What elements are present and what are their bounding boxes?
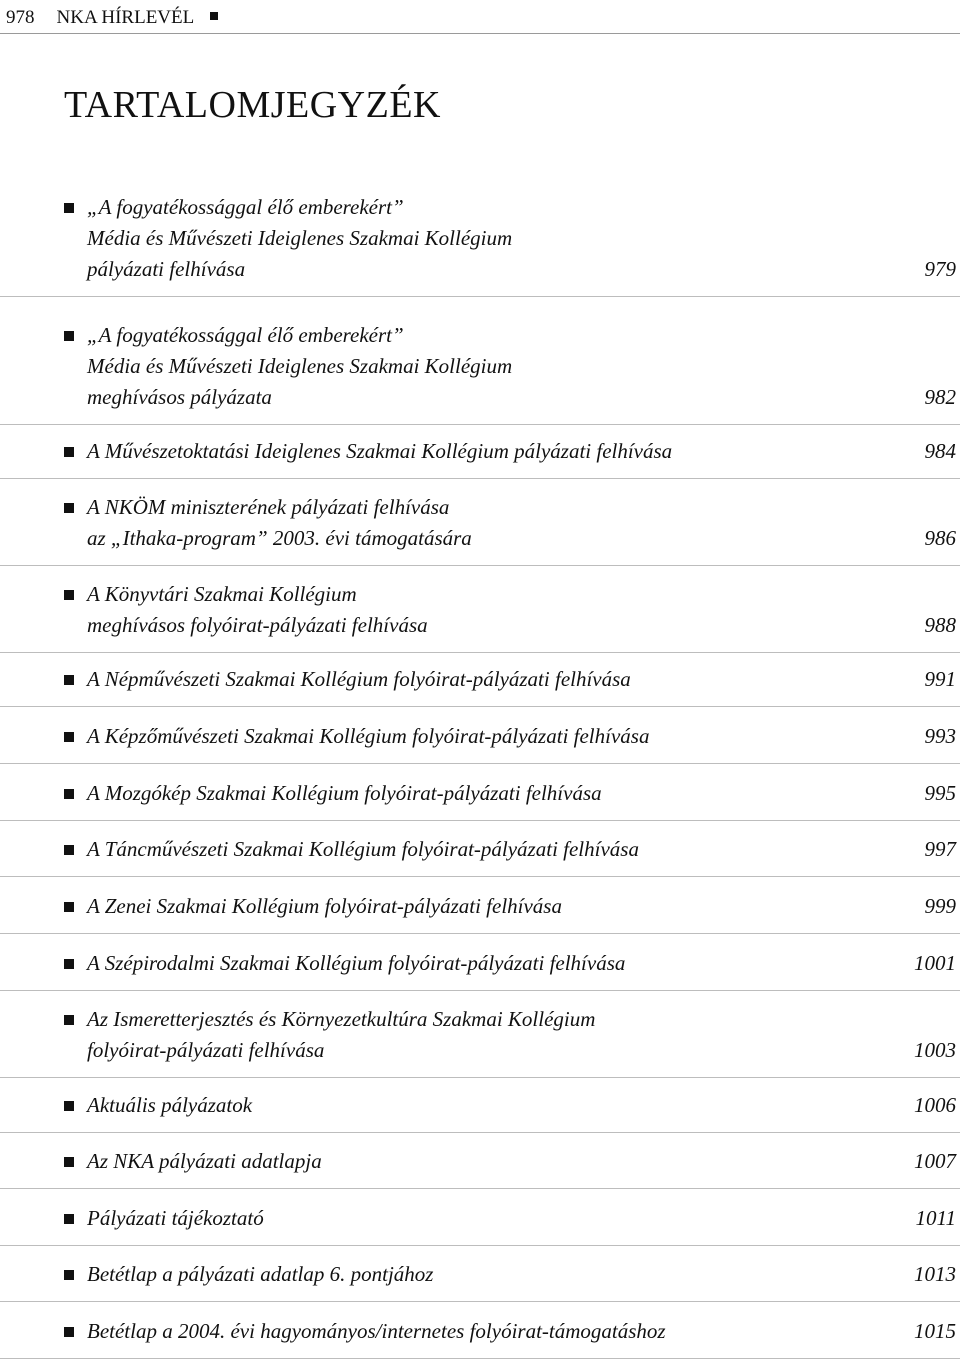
- toc-entry-title: [87, 579, 877, 641]
- toc-divider: [0, 763, 960, 764]
- toc-divider: [0, 933, 960, 934]
- toc-entry-title: [87, 664, 877, 695]
- toc-divider: [0, 478, 960, 479]
- toc-entry: [64, 664, 956, 695]
- toc-entry-page-number: 993: [924, 724, 956, 748]
- toc-entry-page-number: 984: [924, 439, 956, 463]
- square-bullet-icon: [64, 902, 74, 912]
- toc-entry-page-number: 979: [924, 257, 956, 281]
- square-bullet-icon: [64, 503, 74, 513]
- toc-entry-page-number: 991: [924, 667, 956, 691]
- square-bullet-icon: [64, 845, 74, 855]
- square-bullet-icon: [64, 447, 74, 457]
- toc-entry-title: [87, 891, 877, 922]
- toc-divider: [0, 565, 960, 566]
- square-bullet-icon: [64, 1015, 74, 1025]
- toc-entry: [64, 579, 956, 641]
- toc-entry-page-number: 1006: [914, 1093, 956, 1117]
- toc-entry-title-line: A Zenei Szakmai Kollégium folyóirat-pályázati felhívása: [87, 894, 562, 918]
- toc-divider: [0, 1132, 960, 1133]
- square-bullet-icon: [64, 1157, 74, 1167]
- square-bullet-icon: [64, 1327, 74, 1337]
- toc-entry-page-number: 995: [924, 781, 956, 805]
- toc-entry-title: [87, 778, 877, 809]
- square-bullet-icon: [64, 331, 74, 341]
- toc-entry-title-line: meghívásos folyóirat-pályázati felhívása: [87, 613, 428, 637]
- toc-entry-title: [87, 721, 877, 752]
- toc-entry-title-line: Pályázati tájékoztató: [87, 1206, 264, 1230]
- toc-entry: [64, 1203, 956, 1234]
- square-bullet-icon: [64, 732, 74, 742]
- toc-entry-title-line: „A fogyatékossággal élő emberekért”: [87, 195, 404, 219]
- toc-divider: [0, 990, 960, 991]
- toc-entry-title-line: Betétlap a 2004. évi hagyományos/internetes folyóirat-támogatáshoz: [87, 1319, 666, 1343]
- toc-entry: [64, 948, 956, 979]
- toc-entry-page-number: 1011: [915, 1206, 956, 1230]
- toc-entry: [64, 778, 956, 809]
- square-bullet-icon: [64, 1270, 74, 1280]
- toc-entry-page-number: 1003: [914, 1038, 956, 1062]
- toc-entry-title-line: Betétlap a pályázati adatlap 6. pontjához: [87, 1262, 434, 1286]
- toc-entry-title-line: A Szépirodalmi Szakmai Kollégium folyóirat-pályázati felhívása: [87, 951, 626, 975]
- toc-divider: [0, 424, 960, 425]
- toc-entry-title: [87, 1004, 877, 1066]
- toc-entry-title: [87, 436, 877, 467]
- toc-entry-title: [87, 320, 877, 413]
- toc-entry-title-line: Média és Művészeti Ideiglenes Szakmai Kollégium: [87, 354, 513, 378]
- toc-entry-title: [87, 948, 877, 979]
- toc-divider: [0, 1358, 960, 1359]
- toc-entry-title-line: Aktuális pályázatok: [87, 1093, 253, 1117]
- toc-entry: [64, 721, 956, 752]
- toc-entry-title-line: meghívásos pályázata: [87, 385, 272, 409]
- toc-entry-page-number: 997: [924, 837, 956, 861]
- square-bullet-icon: [64, 1101, 74, 1111]
- toc-divider: [0, 706, 960, 707]
- toc-entry-page-number: 1013: [914, 1262, 956, 1286]
- toc-divider: [0, 876, 960, 877]
- toc-entry-title-line: A Táncművészeti Szakmai Kollégium folyóirat-pályázati felhívása: [87, 837, 639, 861]
- toc-entry: [64, 436, 956, 467]
- toc-entry-page-number: 999: [924, 894, 956, 918]
- toc-divider: [0, 652, 960, 653]
- toc-entry-title: [87, 192, 877, 285]
- toc-entry-page-number: 1007: [914, 1149, 956, 1173]
- square-bullet-icon: [64, 590, 74, 600]
- toc-entry-title-line: A Népművészeti Szakmai Kollégium folyóirat-pályázati felhívása: [87, 667, 631, 691]
- toc-entry-title: [87, 1090, 877, 1121]
- toc-divider: [0, 1301, 960, 1302]
- toc-entry-title-line: pályázati felhívása: [87, 257, 246, 281]
- toc-entry-title-line: A Könyvtári Szakmai Kollégium: [87, 582, 357, 606]
- square-bullet-icon: [64, 789, 74, 799]
- toc-entry-page-number: 986: [924, 526, 956, 550]
- toc-entry-page-number: 1015: [914, 1319, 956, 1343]
- toc-divider: [0, 820, 960, 821]
- toc-entry-title-line: „A fogyatékossággal élő emberekért”: [87, 323, 404, 347]
- toc-entry-title-line: folyóirat-pályázati felhívása: [87, 1038, 325, 1062]
- toc-entry: [64, 891, 956, 922]
- toc-entry: [64, 1090, 956, 1121]
- toc-entry: [64, 1259, 956, 1290]
- toc-entry: [64, 1146, 956, 1177]
- toc-divider: [0, 1245, 960, 1246]
- toc-entry-title-line: Az NKA pályázati adatlapja: [87, 1149, 322, 1173]
- page-number: 978: [6, 7, 35, 28]
- toc-entry-title: [87, 1146, 877, 1177]
- toc-divider: [0, 1077, 960, 1078]
- toc-entry: [64, 834, 956, 865]
- toc-entry-page-number: 982: [924, 385, 956, 409]
- square-bullet-icon: [64, 203, 74, 213]
- toc-entry-title: [87, 1203, 877, 1234]
- toc-entry-title: [87, 1316, 877, 1347]
- toc-entry-page-number: 1001: [914, 951, 956, 975]
- toc-entry: [64, 1004, 956, 1066]
- toc-entry-title: [87, 492, 877, 554]
- toc-entry: [64, 1316, 956, 1347]
- toc-entry: [64, 492, 956, 554]
- toc-entry: [64, 320, 956, 413]
- toc-entry-title-line: Média és Művészeti Ideiglenes Szakmai Kollégium: [87, 226, 513, 250]
- toc-entry-title-line: A Mozgókép Szakmai Kollégium folyóirat-pályázati felhívása: [87, 781, 602, 805]
- square-bullet-icon: [64, 675, 74, 685]
- publication-name: NKA HÍRLEVÉL: [56, 7, 195, 28]
- toc-entry-title-line: A NKÖM miniszterének pályázati felhívása: [87, 495, 450, 519]
- toc-entry-title-line: az „Ithaka-program” 2003. évi támogatására: [87, 526, 472, 550]
- toc-divider: [0, 1188, 960, 1189]
- square-bullet-icon: [64, 1214, 74, 1224]
- toc-entry-title-line: Az Ismeretterjesztés és Környezetkultúra Szakmai Kollégium: [87, 1007, 596, 1031]
- toc-entry-title-line: A Képzőművészeti Szakmai Kollégium folyóirat-pályázati felhívása: [87, 724, 650, 748]
- toc-entry: [64, 192, 956, 285]
- toc-entry-title: [87, 1259, 877, 1290]
- page-title: TARTALOMJEGYZÉK: [64, 84, 441, 126]
- toc-divider: [0, 296, 960, 297]
- toc-entry-title: [87, 834, 877, 865]
- square-bullet-icon: [64, 959, 74, 969]
- toc-entry-page-number: 988: [924, 613, 956, 637]
- toc-entry-title-line: A Művészetoktatási Ideiglenes Szakmai Kollégium pályázati felhívása: [87, 439, 673, 463]
